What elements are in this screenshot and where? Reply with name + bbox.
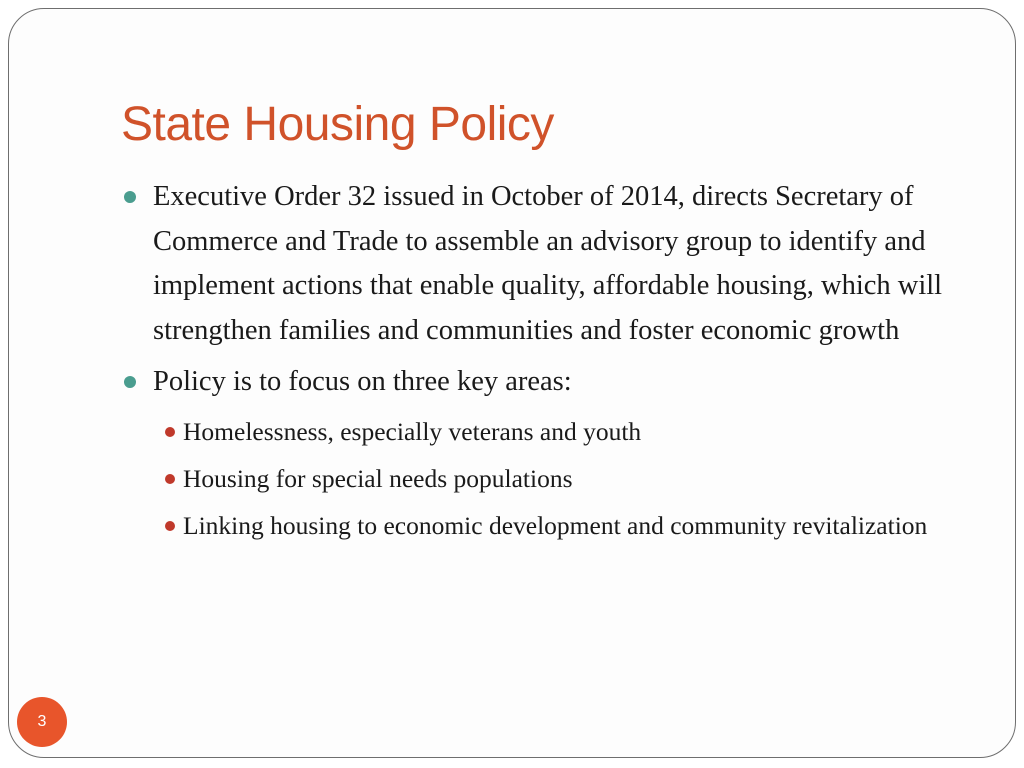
page-number-badge <box>17 697 67 747</box>
bullet-dot-icon <box>124 376 136 388</box>
sub-bullet-item <box>121 412 961 452</box>
sub-bullet-dot-icon <box>165 521 175 531</box>
slide-frame <box>8 8 1016 758</box>
sub-bullet-text: Housing for special needs populations <box>183 463 573 493</box>
sub-bullet-text: Linking housing to economic development and community revitalization <box>183 510 928 540</box>
sub-bullet-text: Homelessness, especially veterans and youth <box>183 416 642 446</box>
bullet-dot-icon <box>124 191 136 203</box>
page-number: 3 <box>37 713 47 730</box>
bullet-text: Executive Order 32 issued in October of 2014, directs Secretary of Commerce and Trade to assemble an advisory group to identify and implement actions that enable quality, affordable housing, which will strengthen families and communities and foster economic growth <box>153 181 943 346</box>
sub-bullet-list <box>121 412 961 546</box>
slide-title: State Housing Policy <box>121 98 554 151</box>
bullet-item <box>121 360 961 405</box>
bullet-item <box>121 175 961 353</box>
sub-bullet-dot-icon <box>165 427 175 437</box>
sub-bullet-item <box>121 506 961 546</box>
sub-bullet-dot-icon <box>165 474 175 484</box>
slide-content <box>121 175 961 553</box>
sub-bullet-item <box>121 459 961 499</box>
bullet-text: Policy is to focus on three key areas: <box>153 366 572 397</box>
